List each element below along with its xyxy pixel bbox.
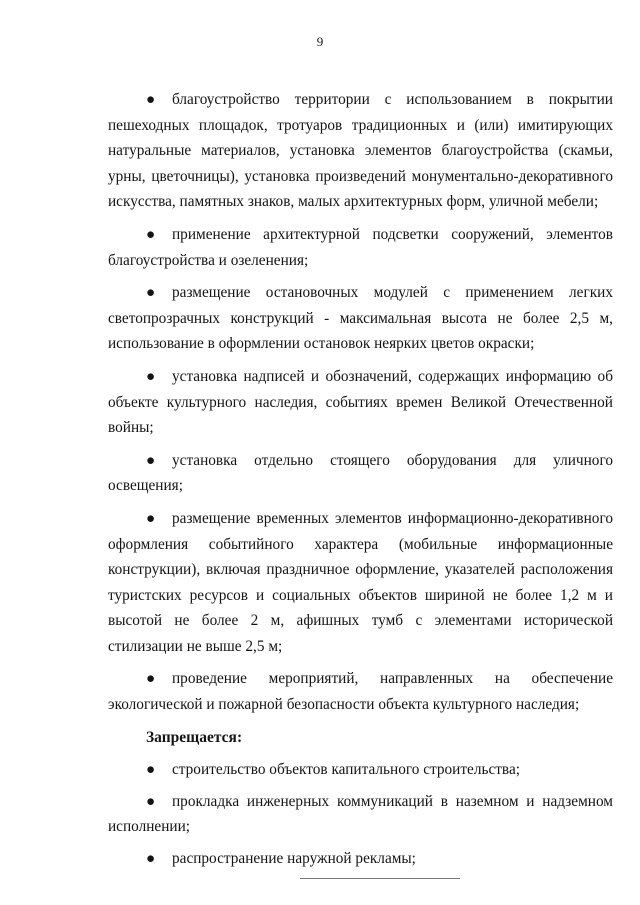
list-item-allowed-3: ● размещение остановочных модулей с применением легких светопрозрачных конструкций - максимальная высота не более 2,5 м, использование в оформлении остановок неярких цветов окраски; [108,280,613,357]
footer-rule [300,878,460,879]
list-item-allowed-5: ● установка отдельно стоящего оборудования для уличного освещения; [108,448,613,499]
bullet-icon: ● [146,91,156,108]
list-item-allowed-2: ● применение архитектурной подсветки сооружений, элементов благоустройства и озеленения; [108,222,613,273]
list-item-prohibited-2: ● прокладка инженерных коммуникаций в наземном и надземном исполнении; [108,789,613,840]
bullet-icon: ● [146,670,156,688]
bullet-icon: ● [146,761,156,779]
bullet-icon: ● [146,451,156,469]
bullet-icon: ● [146,792,156,810]
list-item-allowed-7: ● проведение мероприятий, направленных на обеспечение экологической и пожарной безопасности объекта культурного наследия; [108,666,613,717]
list-item-allowed-4: ● установка надписей и обозначений, содержащих информацию об объекте культурного наследия, событиях времен Великой Отечественной войны; [108,364,613,441]
bullet-icon: ● [146,509,156,527]
bullet-icon: ● [146,284,156,302]
section-heading-prohibited: Запрещается: [146,728,243,746]
bullet-icon: ● [146,225,156,243]
list-item-prohibited-3: ● распространение наружной рекламы; [108,846,613,872]
list-item-allowed-1: ● благоустройство территории с использованием в покрытии пешеходных площадок, тротуаров традиционных и (или) имитирующих натуральные материалов, установка элементов благоустройства (скамьи, урны, цветочницы), установка произведений монументально-декоративного искусства, памятных знаков, малых архитектурных форм, уличной мебели; [108,87,613,215]
document-body [108,87,613,878]
bullet-icon: ● [146,850,156,868]
bullet-icon: ● [146,367,156,385]
page-number: 9 [316,34,324,49]
list-item-allowed-6: ● размещение временных элементов информационно-декоративного оформления событийного характера (мобильные информационные конструкции), включая праздничное оформление, указателей расположения туристских ресурсов и социальных объектов шириной не более 1,2 м и высотой не более 2 м, афишных тумб с элементами исторической стилизации не выше 2,5 м; [108,506,613,660]
list-item-prohibited-1: ● строительство объектов капитального строительства; [108,757,613,783]
